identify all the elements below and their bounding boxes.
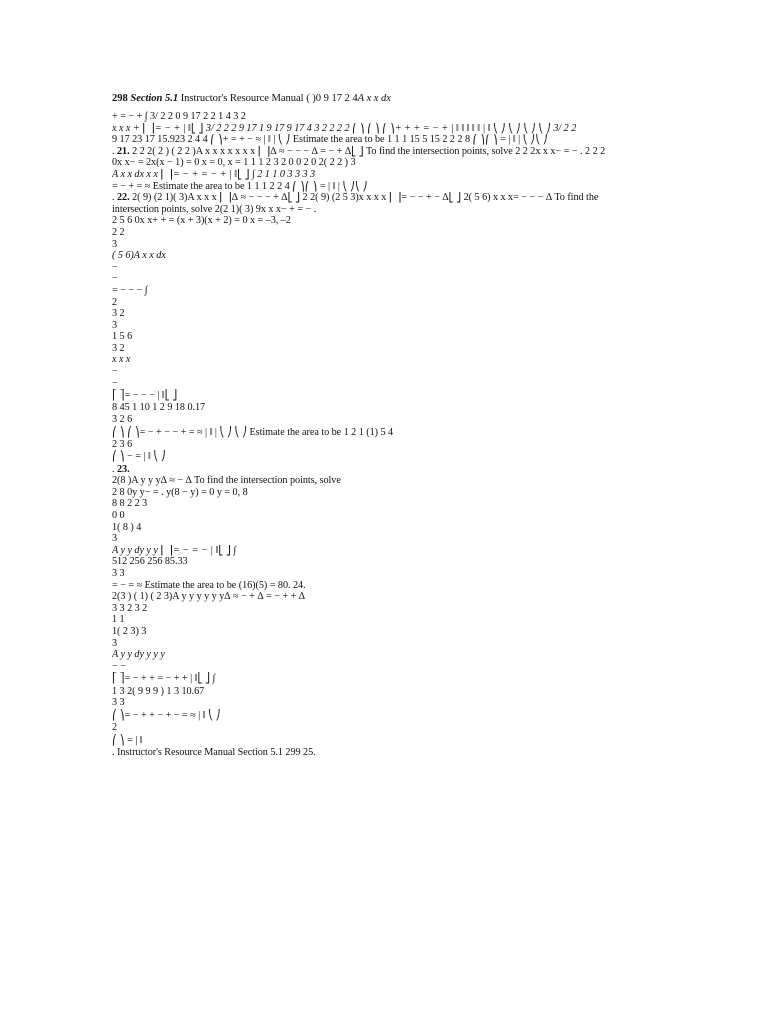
text-line: A y y dy y y ⎡ ⎤= − = − | ‖⎣ ⎦ ∫ — [112, 544, 237, 556]
text-line: 2(3 ) ( 1) ( 2 3)A y y y y y y∆ ≈ − + ∆ = − + + ∆ — [112, 591, 305, 603]
text-line: 3 2 — [112, 308, 125, 320]
text-line: 2 — [112, 296, 118, 308]
text-line: ⎛ ⎞= − + + − + − = ≈ | ‖ ⎝ ⎠ — [112, 709, 221, 721]
header-expression: ( )0 9 17 2 4 — [306, 93, 358, 104]
text-line: 1( 8 ) 4 — [112, 521, 142, 533]
page-header — [112, 92, 748, 105]
text-line: ⎡ ⎤= − + + = − + + | ‖⎣ ⎦ ∫ — [112, 673, 216, 685]
text-line: 2 3 6 — [112, 438, 133, 450]
text-line: 9 17 23 17 15.923 2 4 4 ⎛ ⎞+ = + − ≈ | ‖ | ⎝ ⎠ Estimate the area to be 1 1 1 15 5 15 2 2 2 8 ⎛ ⎞⎛ ⎞ = | ‖ | ⎝ ⎠⎝ ⎠ — [112, 134, 548, 146]
text-line: x x x — [112, 354, 131, 366]
text-line: A x x dx x x ⎡ ⎤= − + = − + | ‖⎣ ⎦ ∫ 2 1 1 0 3 3 3 3 — [112, 168, 316, 180]
text-line: = − − − ∫ — [112, 284, 148, 296]
text-line: 8 45 1 10 1 2 9 18 0.17 — [112, 402, 206, 414]
text-line: 3 3 2 3 2 — [112, 602, 148, 614]
text-line: 3 3 — [112, 697, 125, 709]
header-integral: A x x dx — [357, 93, 391, 104]
text-line: 1 5 6 — [112, 331, 133, 343]
text-line: . 22. 2( 9) (2 1)( 3)A x x x ⎡ ⎤∆ ≈ − − − + ∆⎣ ⎦ 2 2( 9) (2 5 3)x x x x ⎡ ⎤= − − + − ∆⎣ ⎦ 2( 5 6) x x x= − − − ∆ To find the — [112, 192, 599, 204]
text-line: 3 — [112, 533, 118, 545]
text-line: 3 2 6 — [112, 414, 133, 426]
text-line: 3 2 — [112, 342, 125, 354]
text-line: 3 — [112, 637, 118, 649]
text-line: − — [112, 377, 118, 389]
text-line: 3 — [112, 319, 118, 331]
text-line: . 21. 2 2 2( 2 ) ( 2 2 )A x x x x x x x ⎡ ⎤∆ ≈ − − − ∆ = − + ∆⎣ ⎦ To find the intersection points, solve 2 2 2x x x− = − . 2 2 2 — [112, 145, 606, 157]
text-line: 2 2 — [112, 226, 125, 238]
text-line: 0 0 — [112, 510, 125, 522]
text-line: − − — [112, 660, 126, 672]
text-line: − — [112, 261, 118, 273]
text-line: 512 256 256 85.33 — [112, 556, 188, 568]
text-line: − — [112, 366, 118, 378]
text-line: 1( 2 3) 3 — [112, 625, 147, 637]
document-body — [112, 111, 748, 758]
text-line: + = − + ∫ 3/ 2 2 0 9 17 2 2 1 4 3 2 — [112, 111, 246, 122]
text-line: ⎛ ⎞ ⎛ ⎞= − + − − + = ≈ | ‖ | ⎝ ⎠ ⎝ ⎠ Estimate the area to be 1 2 1 (1) 5 4 — [112, 426, 394, 438]
text-line: ( 5 6)A x x dx — [112, 250, 166, 262]
manual-title: Instructor's Resource Manual — [180, 93, 304, 104]
text-line: 1 1 — [112, 614, 125, 626]
text-line: 0x x− = 2x(x − 1) = 0 x = 0, x = 1 1 1 2 3 2 0 0 2 0 2( 2 2 ) 3 — [112, 157, 356, 169]
text-line: = − + = ≈ Estimate the area to be 1 1 1 2 2 4 ⎛ ⎞⎛ ⎞ = | ‖ | ⎝ ⎠⎝ ⎠ — [112, 180, 368, 192]
text-line: 2(8 )A y y y∆ ≈ − ∆ To find the intersection points, solve — [112, 475, 341, 487]
text-line: intersection points, solve 2(2 1)( 3) 9x x x− + = − . — [112, 203, 317, 215]
text-line: . Instructor's Resource Manual Section 5.1 299 25. — [112, 746, 316, 758]
text-line: ⎛ ⎞ = | ‖ — [112, 734, 143, 746]
text-line: 3 — [112, 238, 118, 250]
section-label: Section 5.1 — [130, 93, 179, 104]
text-line: 3 3 — [112, 567, 125, 579]
text-line: 2 — [112, 721, 118, 733]
text-line: . 23. — [112, 463, 130, 475]
text-line: − — [112, 273, 118, 285]
text-line: = − = ≈ Estimate the area to be (16)(5) = 80. 24. — [112, 579, 306, 591]
text-line: 1 3 2( 9 9 9 ) 1 3 10.67 — [112, 685, 205, 697]
text-line: 8 8 2 2 3 — [112, 498, 148, 510]
text-line: A y y dy y y y — [112, 649, 165, 661]
text-line: ⎛ ⎞ − = | ‖ ⎝ ⎠ — [112, 451, 166, 463]
text-line: x x x + ⎡ ⎤= − + | ‖⎣ ⎦ 3/ 2 2 2 9 17 1 9 17 9 17 4 3 2 2 2 2 ⎛ ⎞ ⎛ ⎞ ⎛ ⎞+ + + = − + | ‖ ‖ ‖ ‖ ‖ | ‖ ⎝ ⎠ ⎝ ⎠ ⎝ ⎠ ⎝ ⎠ 3/ 2 2 — [112, 122, 577, 134]
text-line: 2 8 0y y− = . y(8 − y) = 0 y = 0, 8 — [112, 486, 248, 498]
text-line: 2 5 6 0x x+ + = (x + 3)(x + 2) = 0 x = –3, –2 — [112, 215, 291, 227]
page-number: 298 — [112, 93, 128, 104]
text-line: ⎡ ⎤= − − − | ‖⎣ ⎦ — [112, 390, 178, 402]
